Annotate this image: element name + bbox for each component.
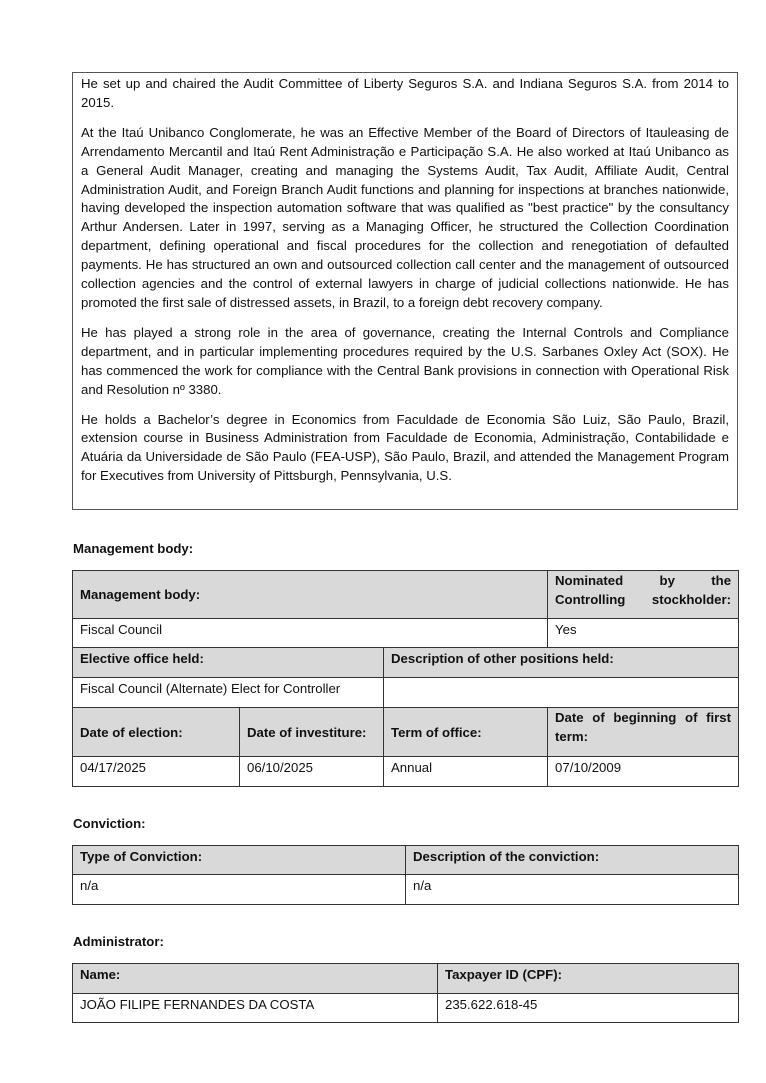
biography-box xyxy=(72,72,738,510)
header-name: Name: xyxy=(73,964,438,994)
bio-paragraph: He holds a Bachelor’s degree in Economics from Faculdade de Economia São Luiz, São Paulo, Brazil, extension course in Business Administration from Faculdade de Economia, Administração, Contabilidade e Atuária da Universidade de São Paulo (FEA-USP), São Paulo, Brazil, and attended the Management Program for Executives from University of Pittsburgh, Pennsylvania, U.S. xyxy=(81,411,729,484)
header-nominated: Nominated by the Controlling stockholder: xyxy=(548,571,739,619)
first-term-date-value: 07/10/2009 xyxy=(548,757,739,787)
conviction-table xyxy=(72,845,739,905)
bio-paragraph: He has played a strong role in the area of governance, creating the Internal Controls and Compliance department, and in particular implementing procedures required by the U.S. Sarbanes Oxley Act (SOX). He has commenced the work for compliance with the Central Bank provisions in connection with Operational Risk and Resolution nº 3380. xyxy=(81,324,729,397)
conviction-description-value: n/a xyxy=(406,875,739,905)
elective-office-value: Fiscal Council (Alternate) Elect for Controller xyxy=(73,678,384,708)
administrator-cpf-value: 235.622.618-45 xyxy=(438,994,739,1023)
investiture-date-value: 06/10/2025 xyxy=(240,757,384,787)
conviction-section-title: Conviction: xyxy=(73,816,146,831)
header-term-of-office: Term of office: xyxy=(384,708,548,757)
header-conviction-description: Description of the conviction: xyxy=(406,846,739,875)
management-table xyxy=(72,570,739,787)
bio-paragraph: At the Itaú Unibanco Conglomerate, he was an Effective Member of the Board of Directors of Itauleasing de Arrendamento Mercantil and Itaú Rent Administração e Participação S.A. He also worked at Itaú Unibanco as a General Audit Manager, creating and managing the Systems Audit, Tax Audit, Affiliate Audit, Central Administration Audit, and Foreign Branch Audit functions and planning for inspections at branches nationwide, having developed the inspection automation software that was qualified as "best practice" by the consultancy Arthur Andersen. Later in 1997, serving as a Managing Officer, he structured the Collection Coordination department, defining operational and fiscal procedures for the collection and renegotiation of defaulted payments. He has structured an own and outsourced collection call center and the management of outsourced collection agencies and the control of external lawyers in charge of judicial collections nationwide. He has promoted the first sale of distressed assets, in Brazil, to a foreign debt recovery company. xyxy=(81,124,729,310)
administrator-section-title: Administrator: xyxy=(73,934,164,949)
bio-paragraph: He set up and chaired the Audit Committee of Liberty Seguros S.A. and Indiana Seguros S.A. from 2014 to 2015. xyxy=(81,76,729,110)
header-elective-office: Elective office held: xyxy=(73,648,384,678)
header-election-date: Date of election: xyxy=(73,708,240,757)
header-first-term-date: Date of beginning of first term: xyxy=(548,708,739,757)
header-management-body: Management body: xyxy=(73,571,548,619)
term-of-office-value: Annual xyxy=(384,757,548,787)
election-date-value: 04/17/2025 xyxy=(73,757,240,787)
administrator-name-value: JOÃO FILIPE FERNANDES DA COSTA xyxy=(73,994,438,1023)
header-investiture-date: Date of investiture: xyxy=(240,708,384,757)
other-positions-value xyxy=(384,678,739,708)
administrator-table xyxy=(72,963,739,1023)
nominated-value: Yes xyxy=(548,619,739,648)
conviction-type-value: n/a xyxy=(73,875,406,905)
header-other-positions: Description of other positions held: xyxy=(384,648,739,678)
management-section-title: Management body: xyxy=(73,541,194,556)
header-conviction-type: Type of Conviction: xyxy=(73,846,406,875)
header-cpf: Taxpayer ID (CPF): xyxy=(438,964,739,994)
management-body-value: Fiscal Council xyxy=(73,619,548,648)
